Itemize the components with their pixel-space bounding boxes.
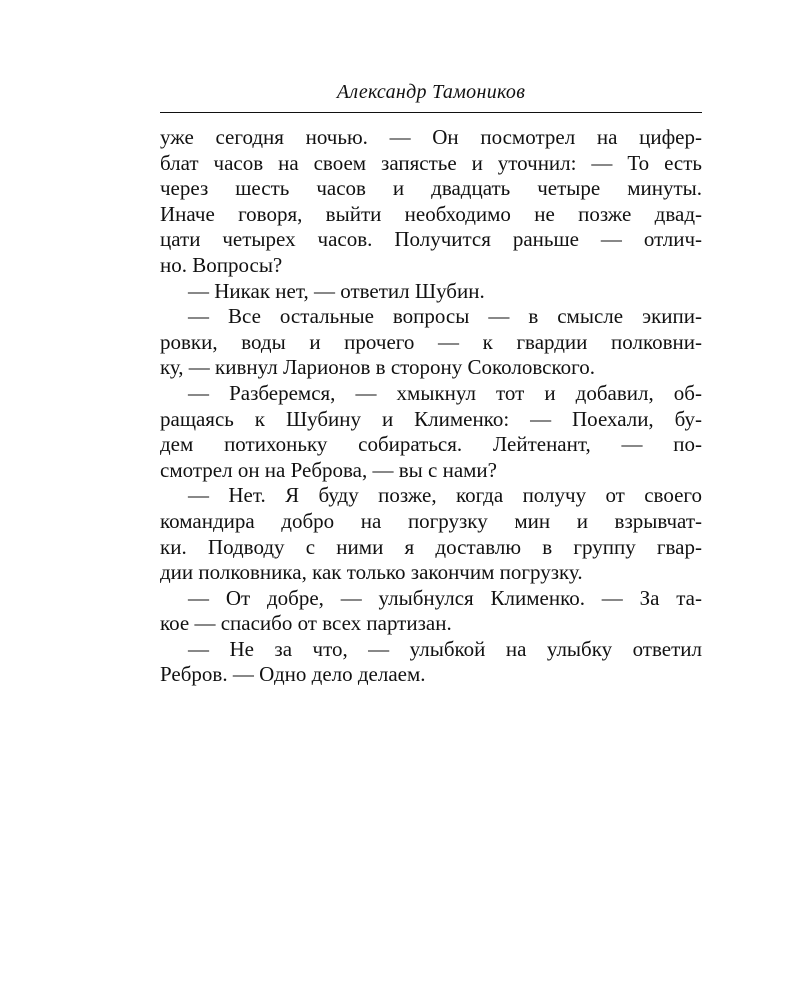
text-line: ращаясь к Шубину и Клименко: — Поехали, бу- bbox=[160, 406, 702, 431]
text-line: — Не за что, — улыбкой на улыбку ответил bbox=[188, 636, 702, 661]
text-line: дии полковника, как только закончим погрузку. bbox=[160, 560, 583, 585]
text-line: дем потихоньку собираться. Лейтенант, — по- bbox=[160, 432, 702, 457]
text-line: кое — спасибо от всех партизан. bbox=[160, 611, 452, 636]
text-line: — Нет. Я буду позже, когда получу от своего bbox=[188, 483, 702, 508]
text-line: ровки, воды и прочего — к гвардии полковни- bbox=[160, 329, 702, 354]
text-line: уже сегодня ночью. — Он посмотрел на цифер- bbox=[160, 125, 702, 149]
text-line: ку, — кивнул Ларионов в сторону Соколовского. bbox=[160, 355, 595, 380]
text-line: — Никак нет, — ответил Шубин. bbox=[188, 278, 485, 303]
text-line: Иначе говоря, выйти необходимо не позже двад- bbox=[160, 201, 702, 226]
header-divider bbox=[160, 112, 702, 113]
text-line: — Все остальные вопросы — в смысле экипи- bbox=[188, 304, 702, 329]
text-line: блат часов на своем запястье и уточнил: — То есть bbox=[160, 150, 702, 175]
text-line: командира добро на погрузку мин и взрывчат- bbox=[160, 508, 702, 533]
text-line: цати четырех часов. Получится раньше — отлич- bbox=[160, 227, 702, 252]
text-line: смотрел он на Реброва, — вы с нами? bbox=[160, 457, 497, 482]
text-line: — От добре, — улыбнулся Клименко. — За та- bbox=[188, 585, 702, 610]
running-head-author: Александр Тамоников bbox=[336, 81, 526, 103]
text-line: через шесть часов и двадцать четыре минуты. bbox=[160, 176, 702, 201]
text-line: но. Вопросы? bbox=[160, 252, 283, 277]
text-line: — Разберемся, — хмыкнул тот и добавил, об- bbox=[188, 380, 702, 405]
page-body-text bbox=[160, 125, 702, 688]
text-line: ки. Подводу с ними я доставлю в группу гвар- bbox=[160, 534, 702, 559]
text-line: Ребров. — Одно дело делаем. bbox=[160, 662, 426, 687]
